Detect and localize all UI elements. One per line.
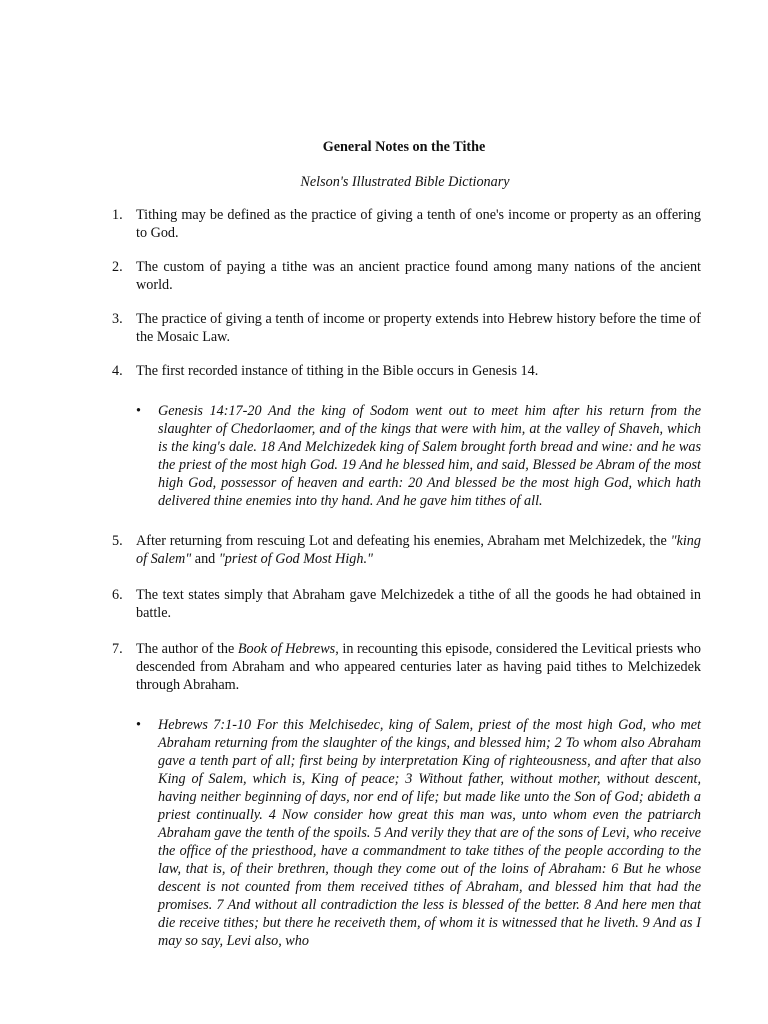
list-item [112,586,701,622]
document-subtitle: Nelson's Illustrated Bible Dictionary [300,174,510,190]
text-run: , in recounting this episode, considered the Levitical priests who descended from Abraham and who appeared centuries later as having paid tithes to Melchizedek through Abraham. [136,641,702,693]
list-item-text [136,532,701,568]
italic-run: "priest of God Most High." [218,551,373,567]
list-number: 5. [112,533,123,549]
list-item [112,310,701,346]
list-item [112,640,701,694]
scripture-quote-text: Hebrews 7:1-10 For this Melchisedec, king of Salem, priest of the most high God, who met Abraham returning from the slaughter of the kings, and blessed him; 2 To whom also Abraham gave a tenth part of all; first being by interpretation King of righteousness, and after that also King of Salem, which is, King of peace; 3 Without father, without mother, without descent, having neither beginning of days, nor end of life; but made like unto the Son of God; abideth a priest continually. 4 Now consider how great this man was, unto whom even the patriarch Abraham gave the tenth of the spoils. 5 And verily they that are of the sons of Levi, who receive the office of the priesthood, have a commandment to take tithes of the people according to the law, that is, of their brethren, though they come out of the loins of Abraham: 6 But he whose descent is not counted from them received tithes of Abraham, and blessed him that had the promises. 7 And without all contradiction the less is blessed of the better. 8 And here men that die receive tithes; but there he receiveth them, of whom it is witnessed that he liveth. 9 And as I may so say, Levi also, who [158,717,701,949]
list-item [112,362,701,380]
list-number: 7. [112,641,123,657]
list-item-text: The first recorded instance of tithing in the Bible occurs in Genesis 14. [136,363,539,379]
bullet-icon: • [136,717,141,733]
list-number: 2. [112,259,123,275]
scripture-quote [136,716,701,950]
text-run: After returning from rescuing Lot and defeating his enemies, Abraham met Melchizedek, the [136,533,671,549]
list-item-text: Tithing may be defined as the practice of giving a tenth of one's income or property as an offering to God. [136,207,701,241]
list-item-text [136,640,701,694]
list-item [112,206,701,242]
list-item-text: The custom of paying a tithe was an ancient practice found among many nations of the ancient world. [136,259,701,293]
document-body [112,206,701,950]
list-item-text: The text states simply that Abraham gave Melchizedek a tithe of all the goods he had obtained in battle. [136,587,701,621]
list-number: 6. [112,587,123,603]
italic-run: Book of Hebrews [237,641,336,657]
bullet-icon: • [136,403,141,419]
document-title: General Notes on the Tithe [322,139,486,155]
text-run: The author of the [136,641,238,657]
scripture-quote-text: Genesis 14:17-20 And the king of Sodom went out to meet him after his return from the slaughter of Chedorlaomer, and of the kings that were with him, at the valley of Shaveh, which is the king's dale. 18 And Melchizedek king of Salem brought forth bread and wine: and he was the priest of the most high God. 19 And he blessed him, and said, Blessed be Abram of the most high God, possessor of heaven and earth: 20 And blessed be the most high God, which hath delivered thine enemies into thy hand. And he gave him tithes of all. [158,403,701,509]
list-item-text: The practice of giving a tenth of income or property extends into Hebrew history before the time of the Mosaic Law. [136,311,701,345]
list-number: 3. [112,311,123,327]
list-number: 1. [112,207,123,223]
list-item [112,258,701,294]
italic-run: "king of Salem" [136,533,701,567]
list-number: 4. [112,363,123,379]
scripture-quote [136,402,701,510]
list-item [112,532,701,568]
text-run: and [191,551,219,567]
